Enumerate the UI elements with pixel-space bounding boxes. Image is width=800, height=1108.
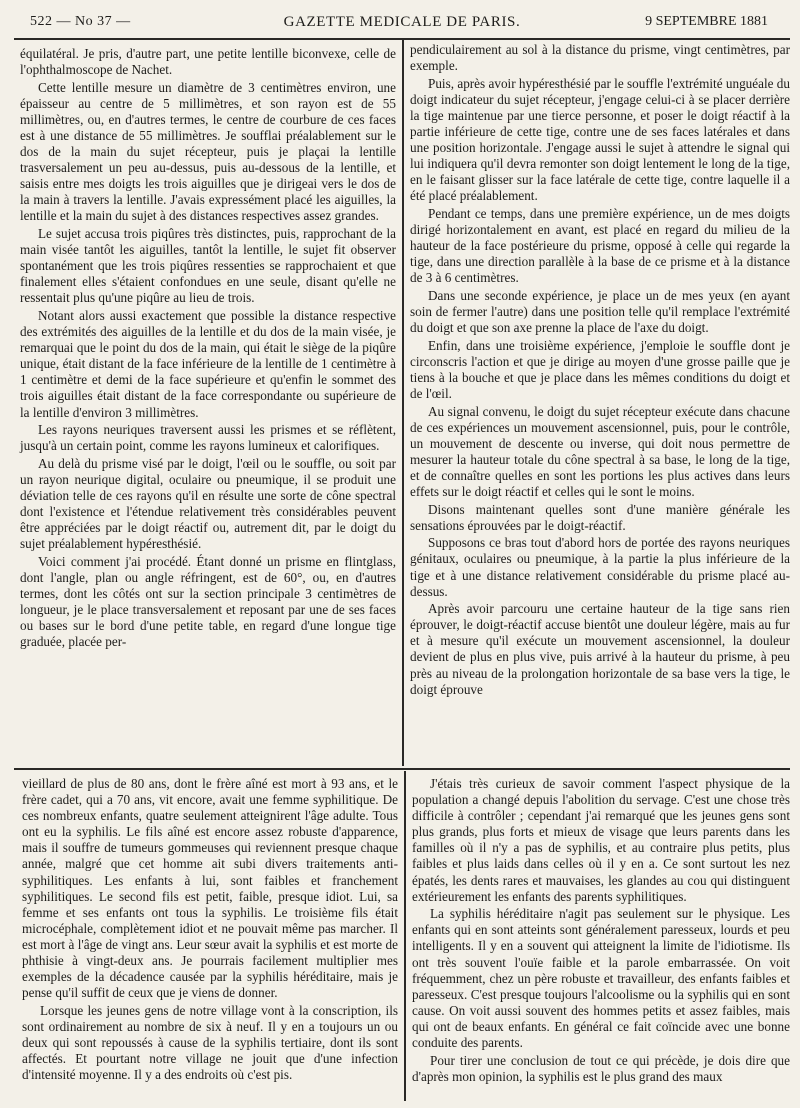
- upper-right-column: [410, 42, 790, 698]
- paragraph: pendiculairement au sol à la distance du prisme, vingt centimètres, par exemple.: [410, 42, 790, 74]
- column-divider-lower: [404, 771, 406, 1101]
- paragraph: Au signal convenu, le doigt du sujet récepteur exécute dans chacune de ces expériences un mouvement ascensionnel, puis, pour le contrôle, un mouvement de descente ou inverse, qui doit nous permettre de mesurer la hauteur totale du cône spectral à sa base, le long de la tige, et de connaître quelles en sont les portions les plus actives dans leurs effets sur le doigt réactif et celles qui le sont le moins.: [410, 403, 790, 500]
- paragraph: Voici comment j'ai procédé. Étant donné un prisme en flintglass, dont l'angle, plan ou angle réfringent, est de 60°, ou, en d'autres termes, dont les côtés ont sur la section principale 3 centimètres de longueur, je le place transversalement et reposant par une de ses faces ou bases sur le bord d'une petite table, en regard d'une longue tige graduée, placée per-: [20, 553, 396, 650]
- paragraph: Supposons ce bras tout d'abord hors de portée des rayons neuriques génitaux, oculaires ou pneumique, à la partie la plus inférieure de la tige et à une distance relativement considérable du prisme placé au-dessus.: [410, 535, 790, 599]
- paragraph: vieillard de plus de 80 ans, dont le frère aîné est mort à 93 ans, et le frère cadet, qui a 70 ans, vit encore, avait une femme syphilitique. De ces nombreux enfants, quatre seulement atteignirent l'âge adulte. Tous ont eu la syphilis. Le fils aîné est encore assez robuste d'apparence, mais il souffre de tumeurs gommeuses qui reviennent presque chaque année, malgré que cet homme ait subi divers traitements anti-syphilitiques. Les enfants à lui, sont faibles et franchement syphilitiques. Le second fils est petit, faible, presque idiot. Lui, sa femme et ses enfants ont tous la syphilis. Le troisième fils était microcéphale, complètement idiot et ne pouvait même pas marcher. Il est mort à l'âge de vingt ans. Leur sœur avait la syphilis et est morte de phthisie à vingt-deux ans. Je pourrais facilement multiplier mes exemples de la décadence causée par la syphilis héréditaire, mais je pense qu'il suffit de ceux que je viens de donner.: [22, 776, 398, 1001]
- paragraph: Pour tirer une conclusion de tout ce qui précède, je dois dire que d'après mon opinion, la syphilis est le plus grand des maux: [412, 1052, 790, 1084]
- paragraph: équilatéral. Je pris, d'autre part, une petite lentille biconvexe, celle de l'ophthalmoscope de Nachet.: [20, 46, 396, 78]
- journal-title: GAZETTE MEDICALE DE PARIS.: [283, 14, 521, 30]
- paragraph: Puis, après avoir hypéresthésié par le souffle l'extrémité unguéale du doigt indicateur du sujet récepteur, j'engage celui-ci à se placer derrière la tige maintenue par une tierce personne, et poser le doigt réactif à la partie inférieure de cette tige, contre une de ses faces latérales et dans une position horizontale. J'engage aussi le sujet à attendre le signal qui lui indiquera qu'il devra remonter son doigt lentement le long de la tige, en le faisant glisser sur la face latérale de cette tige, contre laquelle il a été placé préalablement.: [410, 75, 790, 204]
- paragraph: Notant alors aussi exactement que possible la distance respective des extrémités des aiguilles de la lentille et du dos de la main visée, je remarquai que le point du dos de la main, qui était le siège de la piqûre unique, était distant de la face inférieure de la lentille de 1 centimètre à 1 centimètre et demi de la face supérieure et qu'enfin le sommet des trois aiguilles était distant de la face correspondante ou supérieure de la lentille d'environ 3 millimètres.: [20, 308, 396, 420]
- paragraph: Pendant ce temps, dans une première expérience, un de mes doigts dirigé horizontalement en avant, est placé en regard du milieu de la hauteur de la face postérieure du prisme, opposé à celle qui regarde la tige, dans une direction parallèle à la base de ce prisme et à la distance de 3 à 6 centimètres.: [410, 205, 790, 286]
- paragraph: Les rayons neuriques traversent aussi les prismes et se réflètent, jusqu'à un certain point, comme les rayons lumineux et calorifiques.: [20, 422, 396, 454]
- lower-left-column: [22, 776, 398, 1083]
- section-rule: [14, 768, 790, 770]
- paragraph: Cette lentille mesure un diamètre de 3 centimètres environ, une épaisseur au centre de 5 millimètres, et son rayon est de 55 millimètres, ou, en d'autres termes, le centre de courbure de ces faces est à une distance de 55 millimètres. Je soufflai préalablement sur le dos de la main du sujet récepteur, puis je plaçai la lentille trasversalement un peu au-dessus, puis au-dessous de la lentille, et saisis entre mes doigts les trois aiguilles que je dirigeai vers le dos de la main à travers la lentille. J'avais expressément placé les aiguilles, la lentille et la main du sujet à des distances respectives assez grandes.: [20, 79, 396, 224]
- paragraph: Disons maintenant quelles sont d'une manière générale les sensations éprouvées par le doigt-réactif.: [410, 501, 790, 533]
- paragraph: J'étais très curieux de savoir comment l'aspect physique de la population a changé depuis l'abolition du servage. C'est une chose très difficile à contrôler ; cependant j'ai remarqué que les jeunes gens sont plus grands, plus forts et mieux de visage que leurs parents dans les familles où il n'y a pas de syphilis, et au contraire plus petits, plus faibles et plus laids dans celles où il y en a. Ce sont surtout les nez épatés, les dents rares et mauvaises, les glandes au cou qui distinguent extérieurement les enfants des parents syphilitiques.: [412, 776, 790, 904]
- paragraph: Lorsque les jeunes gens de notre village vont à la conscription, ils sont ordinairement au nombre de six à neuf. Il y en a toujours un ou deux qui sont repoussés à cause de la syphilis tertiaire, dont ils sont affectés. Et pourtant notre village ne jouit que d'une infection d'intensité moyenne. Il y a des endroits où c'est pis.: [22, 1002, 398, 1083]
- page-number: 522 — No 37 —: [30, 14, 131, 29]
- upper-left-column: [20, 46, 396, 650]
- issue-date: 9 SEPTEMBRE 1881: [645, 14, 768, 29]
- paragraph: Au delà du prisme visé par le doigt, l'œil ou le souffle, ou soit par un rayon neurique digital, oculaire ou pneumique, il se produit une déviation telle de ces rayons qu'il en résulte une sorte de cône spectral dont l'existence et l'étendue relativement très considérables peuvent être appréciées par le doigt réactif ou, autrement dit, par le doigt du sujet préalablement hypéresthésié.: [20, 455, 396, 552]
- lower-right-column: [412, 776, 790, 1085]
- paragraph: Enfin, dans une troisième expérience, j'emploie le souffle dont je circonscris l'action et que je dirige au moyen d'une grosse paille que je tiens à la bouche et que je place dans les mêmes conditions du doigt et de l'œil.: [410, 337, 790, 401]
- page-header: [14, 14, 790, 40]
- column-divider-upper: [402, 40, 404, 766]
- paragraph: Dans une seconde expérience, je place un de mes yeux (en ayant soin de fermer l'autre) dans une position telle qu'il remplace l'extrémité du doigt et que son axe prenne la place de l'axe du doigt.: [410, 287, 790, 336]
- paragraph: La syphilis héréditaire n'agit pas seulement sur le physique. Les enfants qui en sont atteints sont généralement paresseux, lourds et peu intelligents. Il y en a souvent qui atteignent la limite de l'idiotisme. Ils ont très souvent l'ouïe faible et la parole embarrassée. On voit fréquemment, chez un père robuste et travailleur, des enfants faibles et paresseux. C'est presque toujours l'alcoolisme ou la syphilis qui en sont cause. On voit aussi souvent des hommes petits et assez faibles, mais qui ont de beaux enfants. En général ce fait coïncide avec une bonne conduite des parents.: [412, 906, 790, 1050]
- paragraph: Le sujet accusa trois piqûres très distinctes, puis, rapprochant de la main visée tantôt les aiguilles, tantôt la lentille, le sujet fit observer spontanément que les trois piqûres ressenties se rapprochaient et que finalement elles s'étaient confondues en une seule, disant qu'elle ne ressentait plus qu'une piqûre au lieu de trois.: [20, 226, 396, 306]
- paragraph: Après avoir parcouru une certaine hauteur de la tige sans rien éprouver, le doigt-réactif accuse bientôt une douleur légère, mais au fur et à mesure qu'il exécute un mouvement ascensionnel, la douleur devient de plus en plus vive, puis arrivé à la hauteur du prisme, à peu près au niveau de la prolongation horizontale de sa base vers la tige, le doigt éprouve: [410, 601, 790, 697]
